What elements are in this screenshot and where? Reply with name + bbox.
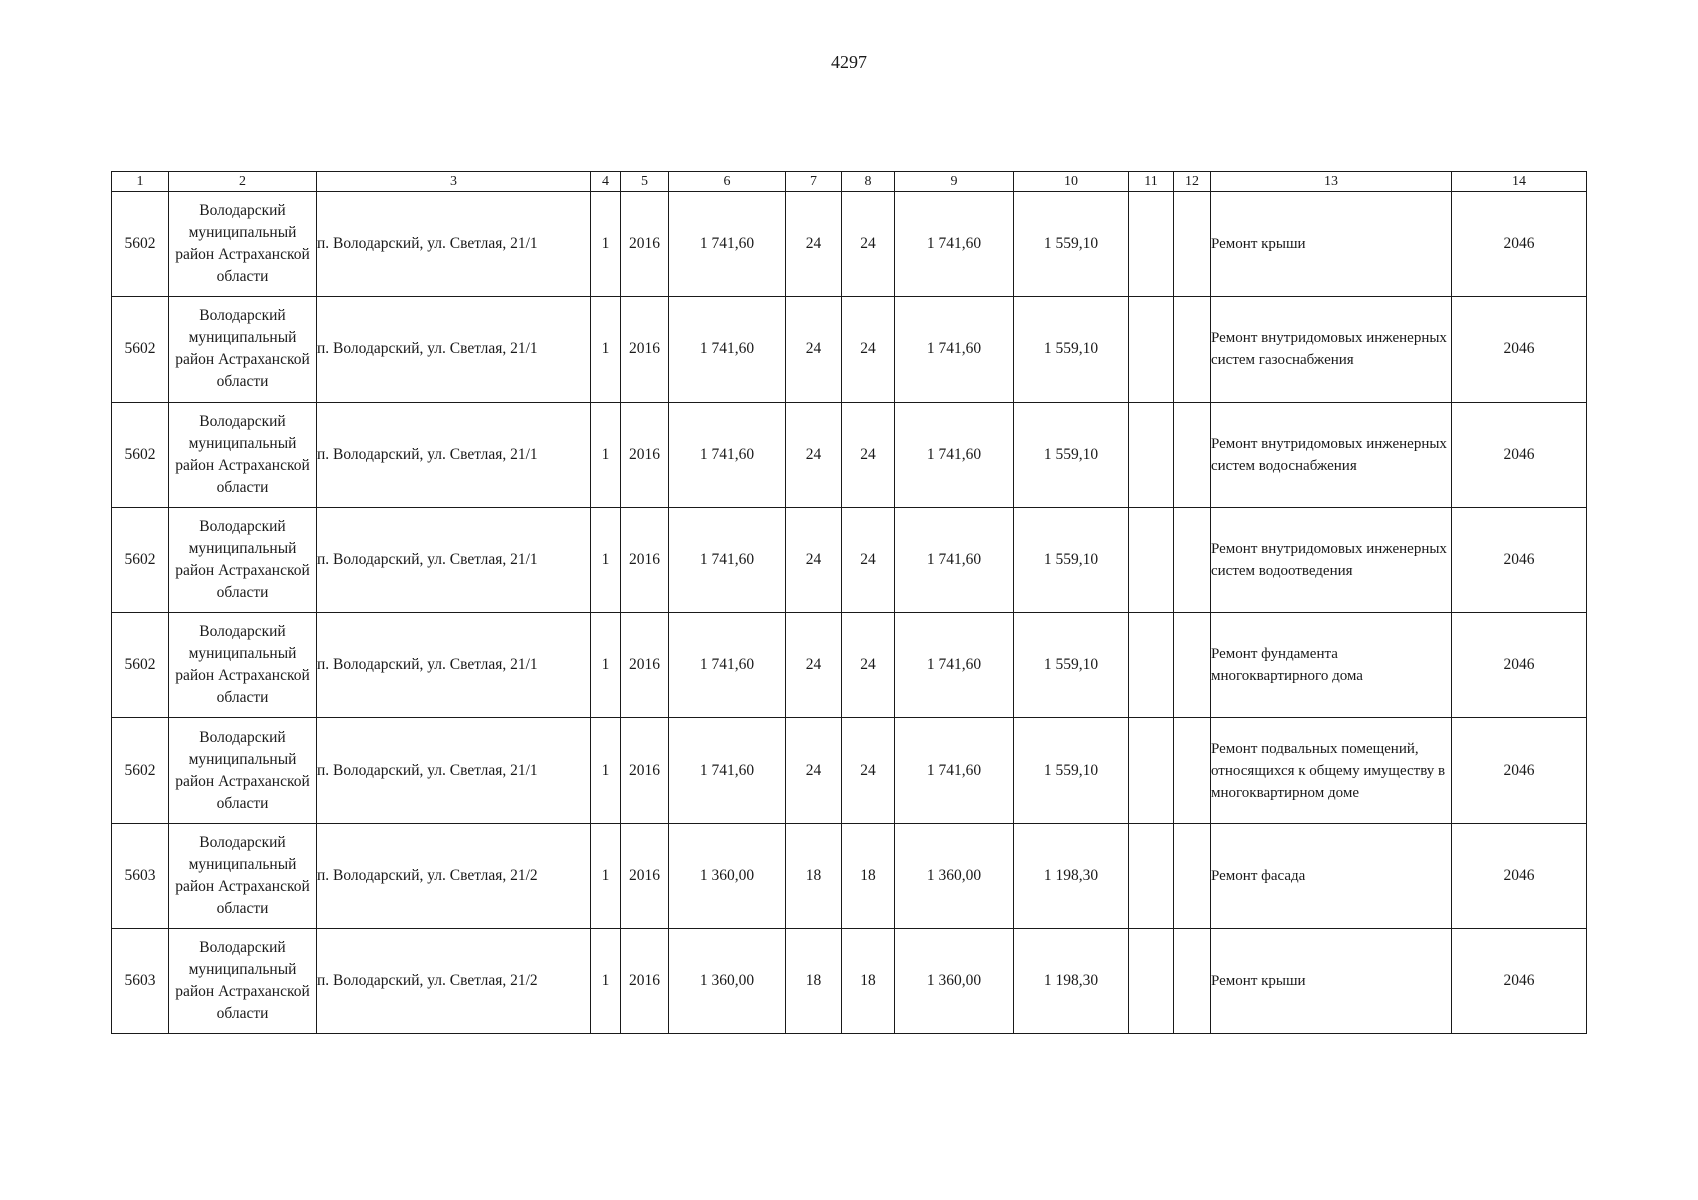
column-header-3: 3 (317, 172, 591, 192)
column-9-cell: 1 741,60 (895, 192, 1014, 297)
column-12-cell (1174, 402, 1211, 507)
column-9-cell: 1 741,60 (895, 402, 1014, 507)
column-9-cell: 1 360,00 (895, 929, 1014, 1034)
work-type-cell: Ремонт крыши (1211, 929, 1452, 1034)
column-9-cell: 1 741,60 (895, 297, 1014, 402)
table-row (112, 192, 1587, 297)
column-10-cell: 1 559,10 (1014, 613, 1129, 718)
column-11-cell (1129, 613, 1174, 718)
column-header-2: 2 (169, 172, 317, 192)
column-10-cell: 1 559,10 (1014, 718, 1129, 823)
table-row (112, 613, 1587, 718)
column-header-5: 5 (621, 172, 669, 192)
page-number: 4297 (831, 52, 867, 72)
column-7-cell: 18 (786, 929, 842, 1034)
table-body (112, 192, 1587, 1034)
work-type-cell: Ремонт фундамента многоквартирного дома (1211, 613, 1452, 718)
object-id-cell: 5602 (112, 297, 169, 402)
column-10-cell: 1 559,10 (1014, 297, 1129, 402)
column-10-cell: 1 559,10 (1014, 402, 1129, 507)
column-6-cell: 1 741,60 (669, 297, 786, 402)
municipality-cell: Володарский муниципальный район Астраханской области (169, 402, 317, 507)
column-6-cell: 1 741,60 (669, 613, 786, 718)
planned-year-cell: 2046 (1452, 613, 1587, 718)
column-7-cell: 24 (786, 192, 842, 297)
year-cell: 2016 (621, 823, 669, 928)
planned-year-cell: 2046 (1452, 192, 1587, 297)
column-header-9: 9 (895, 172, 1014, 192)
work-type-cell: Ремонт подвальных помещений, относящихся к общему имуществу в многоквартирном доме (1211, 718, 1452, 823)
work-type-cell: Ремонт внутридомовых инженерных систем водоснабжения (1211, 402, 1452, 507)
column-8-cell: 24 (842, 297, 895, 402)
column-12-cell (1174, 613, 1211, 718)
column-8-cell: 24 (842, 613, 895, 718)
column-8-cell: 18 (842, 929, 895, 1034)
table-row (112, 929, 1587, 1034)
municipality-cell: Володарский муниципальный район Астраханской области (169, 507, 317, 612)
municipality-cell: Володарский муниципальный район Астраханской области (169, 823, 317, 928)
planned-year-cell: 2046 (1452, 507, 1587, 612)
column-header-7: 7 (786, 172, 842, 192)
year-cell: 2016 (621, 297, 669, 402)
column-7-cell: 24 (786, 718, 842, 823)
column-12-cell (1174, 718, 1211, 823)
column-6-cell: 1 360,00 (669, 823, 786, 928)
column-10-cell: 1 198,30 (1014, 823, 1129, 928)
column-6-cell: 1 741,60 (669, 192, 786, 297)
column-8-cell: 24 (842, 402, 895, 507)
column-11-cell (1129, 402, 1174, 507)
column-4-cell: 1 (591, 192, 621, 297)
address-cell: п. Володарский, ул. Светлая, 21/1 (317, 297, 591, 402)
column-4-cell: 1 (591, 297, 621, 402)
object-id-cell: 5602 (112, 613, 169, 718)
column-6-cell: 1 741,60 (669, 402, 786, 507)
column-8-cell: 24 (842, 507, 895, 612)
municipality-cell: Володарский муниципальный район Астраханской области (169, 192, 317, 297)
year-cell: 2016 (621, 929, 669, 1034)
object-id-cell: 5603 (112, 929, 169, 1034)
municipality-cell: Володарский муниципальный район Астраханской области (169, 718, 317, 823)
address-cell: п. Володарский, ул. Светлая, 21/2 (317, 823, 591, 928)
table-row (112, 823, 1587, 928)
address-cell: п. Володарский, ул. Светлая, 21/1 (317, 613, 591, 718)
address-cell: п. Володарский, ул. Светлая, 21/1 (317, 718, 591, 823)
column-header-6: 6 (669, 172, 786, 192)
year-cell: 2016 (621, 402, 669, 507)
column-6-cell: 1 741,60 (669, 507, 786, 612)
column-header-8: 8 (842, 172, 895, 192)
column-9-cell: 1 360,00 (895, 823, 1014, 928)
column-header-12: 12 (1174, 172, 1211, 192)
column-11-cell (1129, 297, 1174, 402)
column-12-cell (1174, 929, 1211, 1034)
column-4-cell: 1 (591, 929, 621, 1034)
object-id-cell: 5602 (112, 507, 169, 612)
column-header-1: 1 (112, 172, 169, 192)
column-12-cell (1174, 507, 1211, 612)
column-header-10: 10 (1014, 172, 1129, 192)
column-7-cell: 24 (786, 507, 842, 612)
year-cell: 2016 (621, 613, 669, 718)
column-10-cell: 1 559,10 (1014, 192, 1129, 297)
address-cell: п. Володарский, ул. Светлая, 21/1 (317, 402, 591, 507)
table-row (112, 297, 1587, 402)
column-4-cell: 1 (591, 823, 621, 928)
column-12-cell (1174, 823, 1211, 928)
table-row (112, 718, 1587, 823)
planned-year-cell: 2046 (1452, 823, 1587, 928)
municipality-cell: Володарский муниципальный район Астраханской области (169, 929, 317, 1034)
column-9-cell: 1 741,60 (895, 718, 1014, 823)
object-id-cell: 5602 (112, 718, 169, 823)
column-7-cell: 18 (786, 823, 842, 928)
address-cell: п. Володарский, ул. Светлая, 21/1 (317, 507, 591, 612)
planned-year-cell: 2046 (1452, 297, 1587, 402)
column-4-cell: 1 (591, 402, 621, 507)
column-4-cell: 1 (591, 718, 621, 823)
year-cell: 2016 (621, 192, 669, 297)
planned-year-cell: 2046 (1452, 929, 1587, 1034)
column-header-11: 11 (1129, 172, 1174, 192)
work-type-cell: Ремонт внутридомовых инженерных систем газоснабжения (1211, 297, 1452, 402)
column-11-cell (1129, 507, 1174, 612)
column-8-cell: 24 (842, 718, 895, 823)
address-cell: п. Володарский, ул. Светлая, 21/1 (317, 192, 591, 297)
column-header-14: 14 (1452, 172, 1587, 192)
object-id-cell: 5603 (112, 823, 169, 928)
column-7-cell: 24 (786, 613, 842, 718)
column-header-13: 13 (1211, 172, 1452, 192)
column-6-cell: 1 360,00 (669, 929, 786, 1034)
municipality-cell: Володарский муниципальный район Астраханской области (169, 297, 317, 402)
column-header-4: 4 (591, 172, 621, 192)
column-11-cell (1129, 929, 1174, 1034)
work-type-cell: Ремонт внутридомовых инженерных систем водоотведения (1211, 507, 1452, 612)
column-11-cell (1129, 192, 1174, 297)
column-4-cell: 1 (591, 613, 621, 718)
table-row (112, 507, 1587, 612)
column-4-cell: 1 (591, 507, 621, 612)
year-cell: 2016 (621, 718, 669, 823)
column-10-cell: 1 198,30 (1014, 929, 1129, 1034)
column-12-cell (1174, 297, 1211, 402)
object-id-cell: 5602 (112, 402, 169, 507)
year-cell: 2016 (621, 507, 669, 612)
column-11-cell (1129, 718, 1174, 823)
table-row (112, 402, 1587, 507)
column-number-header-row (112, 172, 1587, 192)
work-type-cell: Ремонт крыши (1211, 192, 1452, 297)
municipality-cell: Володарский муниципальный район Астраханской области (169, 613, 317, 718)
address-cell: п. Володарский, ул. Светлая, 21/2 (317, 929, 591, 1034)
work-type-cell: Ремонт фасада (1211, 823, 1452, 928)
column-10-cell: 1 559,10 (1014, 507, 1129, 612)
column-9-cell: 1 741,60 (895, 613, 1014, 718)
planned-year-cell: 2046 (1452, 402, 1587, 507)
column-9-cell: 1 741,60 (895, 507, 1014, 612)
column-12-cell (1174, 192, 1211, 297)
column-7-cell: 24 (786, 297, 842, 402)
column-6-cell: 1 741,60 (669, 718, 786, 823)
housing-register-table (111, 171, 1587, 1034)
column-7-cell: 24 (786, 402, 842, 507)
column-11-cell (1129, 823, 1174, 928)
column-8-cell: 18 (842, 823, 895, 928)
planned-year-cell: 2046 (1452, 718, 1587, 823)
object-id-cell: 5602 (112, 192, 169, 297)
column-8-cell: 24 (842, 192, 895, 297)
